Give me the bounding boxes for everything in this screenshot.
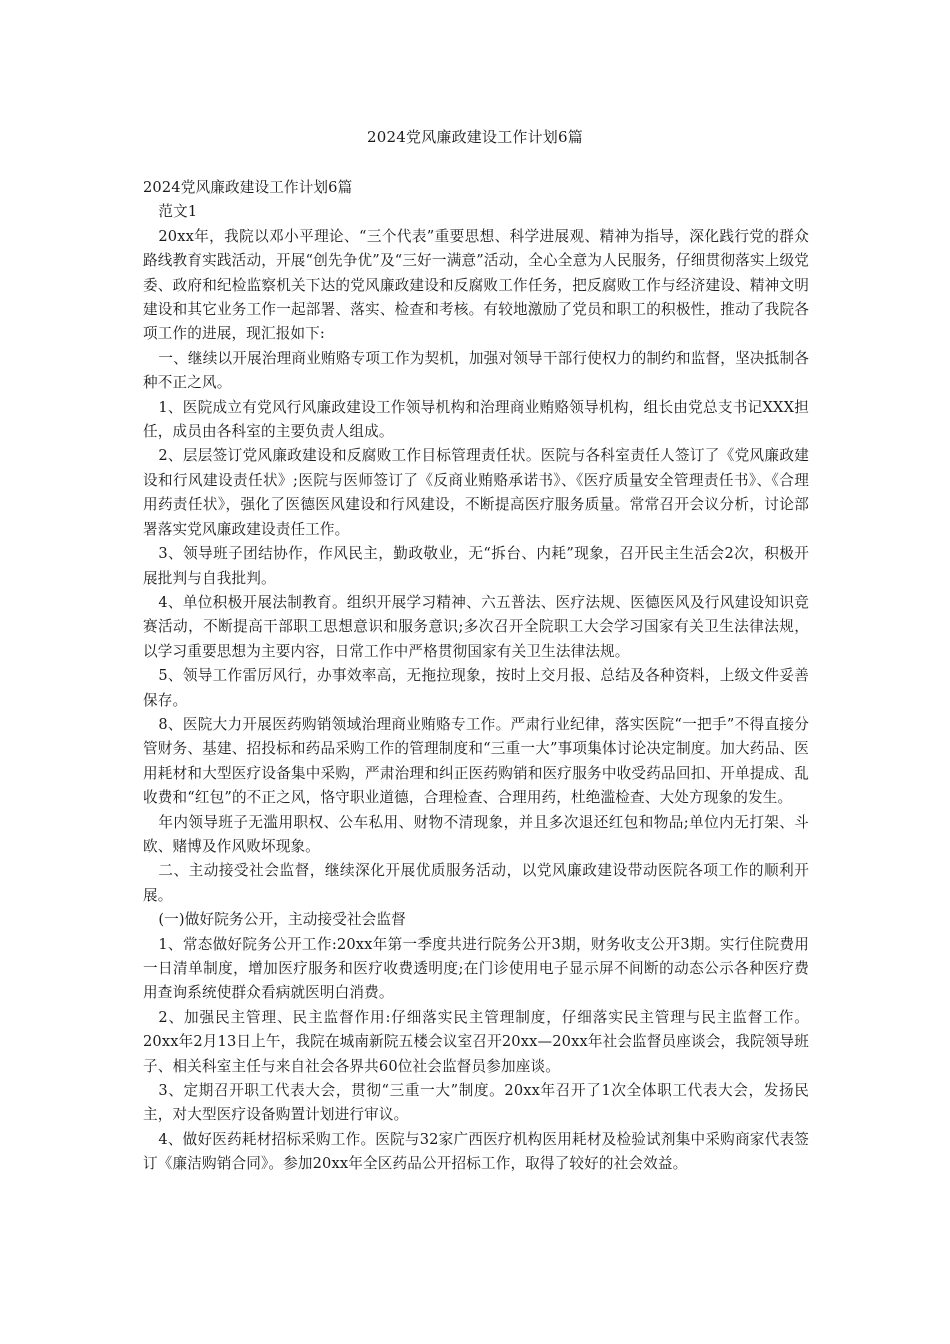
body-paragraph: 年内领导班子无滥用职权、公车私用、财物不清现象，并且多次退还红包和物品;单位内无打架、斗欧、赌博及作风败坏现象。 bbox=[143, 813, 809, 855]
document-subtitle: 2024党风廉政建设工作计划6篇 bbox=[143, 179, 353, 196]
body-paragraph: 2、加强民主管理、民主监督作用:仔细落实民主管理制度，仔细落实民主管理与民主监督工作。20xx年2月13日上午，我院在城南新院五楼会议室召开20xx—20xx年社会监督员座谈会，我院领导班子、相关科室主任与来自社会各界共60位社会监督员参加座谈。 bbox=[143, 1008, 809, 1075]
body-paragraph: 1、常态做好院务公开工作:20xx年第一季度共进行院务公开3期，财务收支公开3期。实行住院费用一日清单制度，增加医疗服务和医疗收费透明度;在门诊使用电子显示屏不间断的动态公示各种医疗费用查询系统使群众看病就医明白消费。 bbox=[143, 935, 809, 1002]
body-paragraph: 3、领导班子团结协作，作风民主，勤政敬业，无“拆台、内耗”现象，召开民主生活会2次，积极开展批判与自我批判。 bbox=[143, 545, 809, 587]
body-paragraph: 8、医院大力开展医药购销领域治理商业贿赂专工作。严肃行业纪律，落实医院“一把手”不得直接分管财务、基建、招投标和药品采购工作的管理制度和“三重一大”事项集体讨论决定制度。加大药品、医用耗材和大型医疗设备集中采购，严肃治理和纠正医药购销和医疗服务中收受药品回扣、开单提成、乱收费和“红包”的不正之风，恪守职业道德，合理检查、合理用药，杜绝滥检查、大处方现象的发生。 bbox=[143, 715, 809, 807]
body-paragraph: 3、定期召开职工代表大会，贯彻“三重一大”制度。20xx年召开了1次全体职工代表大会，发扬民主，对大型医疗设备购置计划进行审议。 bbox=[143, 1082, 809, 1124]
body-paragraph: (一)做好院务公开，主动接受社会监督 bbox=[158, 911, 406, 929]
document-title: 2024党风廉政建设工作计划6篇 bbox=[367, 128, 583, 146]
body-paragraph: 4、做好医药耗材招标采购工作。医院与32家广西医疗机构医用耗材及检验试剂集中采购商家代表签订《廉洁购销合同》。参加20xx年全区药品公开招标工作，取得了较好的社会效益。 bbox=[143, 1130, 809, 1173]
body-paragraph: 5、领导工作雷厉风行，办事效率高，无拖拉现象，按时上交月报、总结及各种资料，上级文件妥善保存。 bbox=[143, 667, 809, 709]
body-paragraph: 20xx年，我院以邓小平理论、“三个代表”重要思想、科学进展观、精神为指导，深化践行党的群众路线教育实践活动，开展“创先争优”及“三好一满意”活动，全心全意为人民服务，仔细贯彻落实上级党委、政府和纪检监察机关下达的党风廉政建设和反腐败工作任务，把反腐败工作与经济建设、精神文明建设和其它业务工作一起部署、落实、检查和考核。有较地激励了党员和职工的积极性，推动了我院各项工作的进展，现汇报如下: bbox=[143, 227, 809, 343]
body-paragraph: 一、继续以开展治理商业贿赂专项工作为契机，加强对领导干部行使权力的制约和监督，坚决抵制各种不正之风。 bbox=[143, 349, 809, 392]
body-paragraph: 1、医院成立有党风行风廉政建设工作领导机构和治理商业贿赂领导机构，组长由党总支书记XXX担任，成员由各科室的主要负责人组成。 bbox=[143, 398, 809, 441]
body-paragraph: 2、层层签订党风廉政建设和反腐败工作目标管理责任状。医院与各科室责任人签订了《党风廉政建设和行风建设责任状》;医院与医师签订了《反商业贿赂承诺书》、《医疗质量安全管理责任书》、《合理用药责任状》，强化了医德医风建设和行风建设，不断提高医疗服务质量。常常召开会议分析，讨论部署落实党风廉政建设责任工作。 bbox=[143, 447, 809, 538]
body-paragraph: 4、单位积极开展法制教育。组织开展学习精神、六五普法、医疗法规、医德医风及行风建设知识竞赛活动，不断提高干部职工思想意识和服务意识;多次召开全院职工大会学习国家有关卫生法律法规，以学习重要思想为主要内容，日常工作中严格贯彻国家有关卫生法律法规。 bbox=[143, 593, 809, 660]
body-paragraph: 二、主动接受社会监督，继续深化开展优质服务活动，以党风廉政建设带动医院各项工作的顺利开展。 bbox=[143, 862, 809, 904]
document-body bbox=[143, 176, 809, 1177]
body-paragraph: 范文1 bbox=[158, 203, 198, 221]
